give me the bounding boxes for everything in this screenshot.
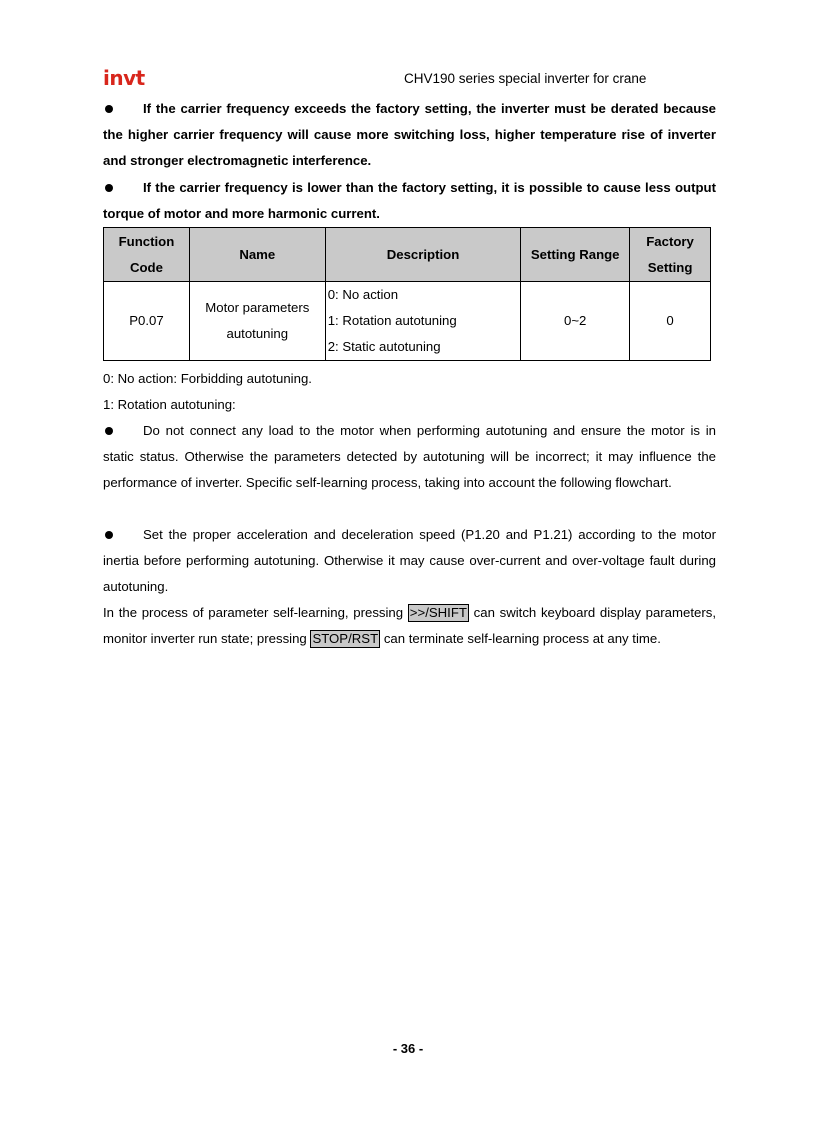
bullet-text: Do not connect any load to the motor when performing autotuning and ensure the motor is in static status. Otherwise the parameters detected by autotuning will be incorrect; it may influence the performance of inverter. Specific self-learning process, taking into account the following flowchart.: [103, 423, 716, 490]
col-header-description: Description: [325, 228, 521, 282]
line-no-action: 0: No action: Forbidding autotuning.: [103, 371, 312, 386]
closing-text: can terminate self-learning process at any time.: [380, 631, 661, 646]
cell-factory-setting: 0: [630, 282, 711, 361]
bullet-dot-icon: [103, 96, 143, 122]
bullet-dot-icon: [103, 175, 143, 201]
bullet-carrier-lower: [103, 175, 716, 227]
bullet-no-load: [103, 418, 716, 496]
bullet-dot-icon: [103, 418, 143, 444]
bullet-text: Set the proper acceleration and deceleration speed (P1.20 and P1.21) according to the motor inertia before performing autotuning. Otherwise it may cause over-current and over-voltage fault during autotuning.: [103, 527, 716, 594]
bullet-text: If the carrier frequency is lower than the factory setting, it is possible to cause less output torque of motor and more harmonic current.: [103, 180, 716, 221]
bullet-text: If the carrier frequency exceeds the factory setting, the inverter must be derated because the higher carrier frequency will cause more switching loss, higher temperature rise of inverter and stronger electromagnetic interference.: [103, 101, 716, 168]
shift-key-label: >>/SHIFT: [409, 605, 467, 620]
line-rotation: 1: Rotation autotuning:: [103, 397, 236, 412]
closing-text: In the process of parameter self-learning, pressing: [103, 605, 408, 620]
invt-logo: invt: [103, 66, 145, 90]
cell-description: [325, 282, 521, 361]
closing-text: can switch keyboard display parameters, monitor inverter run state; pressing: [103, 605, 716, 646]
col-header-setting-range: Setting Range: [521, 228, 630, 282]
desc-option: 1: Rotation autotuning: [327, 313, 457, 328]
page-number: - 36 -: [392, 1041, 424, 1056]
closing-paragraph: [103, 600, 716, 652]
col-header-factory-setting: Factory Setting: [630, 228, 711, 282]
cell-setting-range: 0~2: [521, 282, 630, 361]
bullet-accel-decel: [103, 522, 716, 600]
bullet-dot-icon: [103, 522, 143, 548]
col-header-name: Name: [189, 228, 325, 282]
desc-option: 0: No action: [327, 287, 399, 302]
table-row: [104, 282, 711, 361]
cell-name: Motor parameters autotuning: [189, 282, 325, 361]
parameter-table: [103, 227, 711, 361]
desc-option: 2: Static autotuning: [327, 339, 441, 354]
table-header-row: [104, 228, 711, 282]
bullet-carrier-exceeds: [103, 96, 716, 174]
col-header-function-code: Function Code: [104, 228, 190, 282]
header-title: CHV190 series special inverter for crane: [404, 71, 647, 86]
cell-function-code: P0.07: [104, 282, 190, 361]
stop-rst-key-label: STOP/RST: [312, 631, 379, 646]
